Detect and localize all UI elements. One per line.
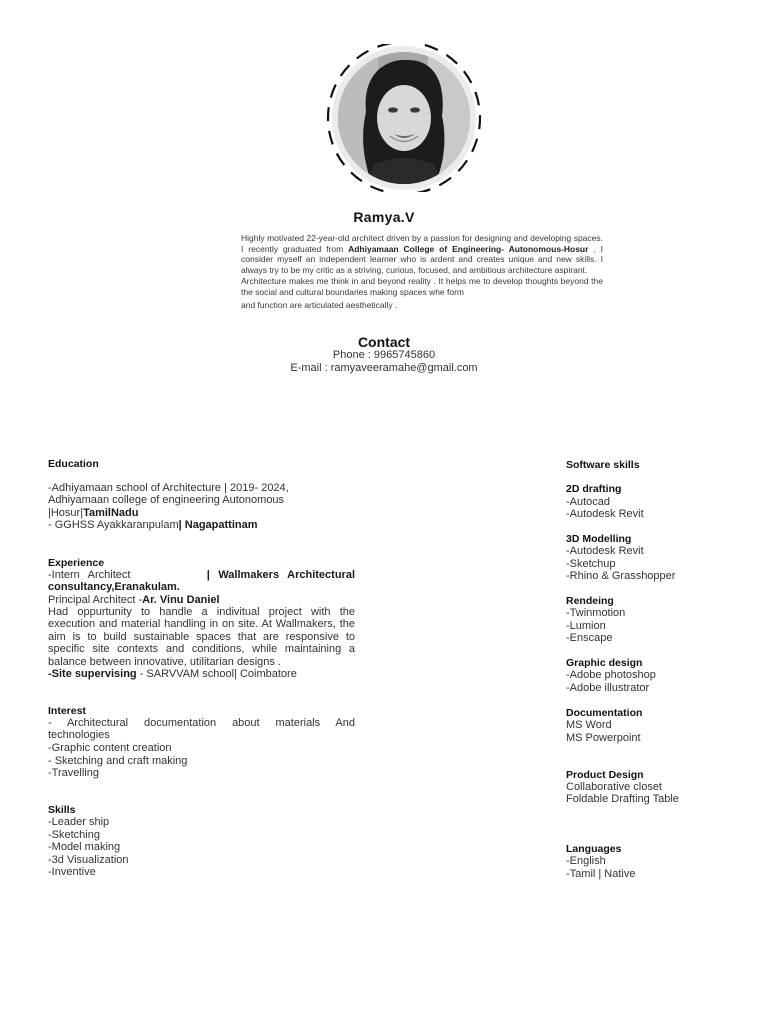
education-line bbox=[48, 519, 355, 531]
phone-number: Phone : 9965745860 bbox=[332, 349, 436, 361]
role-title: -Intern Architect bbox=[48, 569, 131, 581]
principal-name: Ar. Vinu Daniel bbox=[142, 594, 220, 606]
language-item: -English bbox=[566, 855, 606, 867]
bio-paragraph-2: Architecture makes me think in and beyond reality . It helps me to develop thoughts beyond the the social and cultural boundaries making spaces whe form bbox=[241, 275, 603, 297]
site-supervising bbox=[48, 668, 355, 680]
modelling-heading: 3D Modelling bbox=[566, 533, 632, 545]
principal-architect bbox=[48, 594, 355, 606]
drafting-heading: 2D drafting bbox=[566, 483, 622, 495]
skill-item: -3d Visualization bbox=[48, 854, 129, 866]
software-item: -Sketchup bbox=[566, 558, 616, 570]
documentation-heading: Documentation bbox=[566, 707, 643, 719]
skill-item: -Sketching bbox=[48, 829, 100, 841]
site-supervising-label: -Site supervising bbox=[48, 668, 137, 680]
skill-item: -Inventive bbox=[48, 866, 96, 878]
interest-item: - Sketching and craft making bbox=[48, 755, 188, 767]
bio-summary bbox=[241, 233, 603, 311]
email-link[interactable]: E-mail : ramyaveeramahe@gmail.com bbox=[290, 362, 478, 374]
education-heading: Education bbox=[48, 458, 99, 470]
software-item: -Adobe photoshop bbox=[566, 669, 656, 681]
interest-item: - Architectural documentation about materials And technologies bbox=[48, 717, 355, 742]
school-location: | Nagapattinam bbox=[178, 519, 258, 531]
software-item: MS Word bbox=[566, 719, 612, 731]
profile-photo bbox=[326, 44, 486, 192]
product-design-heading: Product Design bbox=[566, 769, 644, 781]
software-item: -Rhino & Grasshopper bbox=[566, 570, 676, 582]
education-line bbox=[48, 507, 355, 519]
interest-item: -Graphic content creation bbox=[48, 742, 172, 754]
software-item: -Autocad bbox=[566, 496, 611, 508]
education-state: TamilNadu bbox=[83, 507, 139, 519]
skill-item: -Model making bbox=[48, 841, 121, 853]
site-supervising-place: - SARVVAM school| Coimbatore bbox=[136, 668, 297, 680]
interest-item: -Travelling bbox=[48, 767, 99, 779]
software-item: -Adobe illustrator bbox=[566, 682, 650, 694]
contact-heading: Contact bbox=[357, 334, 411, 350]
education-line: Adhiyamaan college of engineering Autonomous bbox=[48, 494, 285, 506]
dashed-ring-decoration bbox=[326, 44, 486, 192]
rendering-heading: Rendeing bbox=[566, 595, 614, 607]
product-item: Collaborative closet bbox=[566, 781, 662, 793]
product-item: Foldable Drafting Table bbox=[566, 793, 679, 805]
person-name: Ramya.V bbox=[353, 209, 415, 225]
software-item: MS Powerpoint bbox=[566, 732, 641, 744]
bio-college: Adhiyamaan College of Engineering- Autonomous-Hosur bbox=[348, 243, 589, 254]
software-item: -Twinmotion bbox=[566, 607, 626, 619]
school-name: - GGHSS Ayakkaranpulam bbox=[48, 519, 179, 531]
software-skills-heading: Software skills bbox=[566, 459, 640, 471]
software-item: -Lumion bbox=[566, 620, 606, 632]
experience-heading: Experience bbox=[48, 557, 105, 569]
interest-heading: Interest bbox=[48, 705, 86, 717]
software-item: -Enscape bbox=[566, 632, 613, 644]
language-item: -Tamil | Native bbox=[566, 868, 636, 880]
skill-item: -Leader ship bbox=[48, 816, 110, 828]
software-item: -Autodesk Revit bbox=[566, 545, 644, 557]
firm-name: | Wallmakers Architectural consultancy,Eranakulam. bbox=[48, 569, 355, 594]
principal-label: Principal Architect - bbox=[48, 594, 143, 606]
software-item: -Autodesk Revit bbox=[566, 508, 644, 520]
graphic-design-heading: Graphic design bbox=[566, 657, 643, 669]
bio-text: Highly motivated 22-year-old architect driven by a passion for designing and developing spaces. I recently graduated from bbox=[241, 233, 603, 254]
education-location: |Hosur| bbox=[48, 507, 84, 519]
education-line: -Adhiyamaan school of Architecture | 2019- 2024, bbox=[48, 482, 289, 494]
languages-heading: Languages bbox=[566, 843, 622, 855]
experience-role bbox=[48, 569, 355, 594]
bio-paragraph-3: and function are articulated aesthetically . bbox=[241, 300, 398, 311]
experience-description: Had oppurtunity to handle a indivitual project with the execution and material handling in on site. At Wallmakers, the aim is to build sustainable spaces that are responsive to specific site contexts and conditions, while maintaining a balance between innovative, utilitarian designs . bbox=[48, 606, 355, 668]
bio-text-cont: . I consider myself an independent learner who is ardent and creates unique and new skills. I always try to be my critic as a striving, curious, focused, and ambitious architecture aspirant. bbox=[241, 243, 603, 276]
skills-heading: Skills bbox=[48, 804, 76, 816]
